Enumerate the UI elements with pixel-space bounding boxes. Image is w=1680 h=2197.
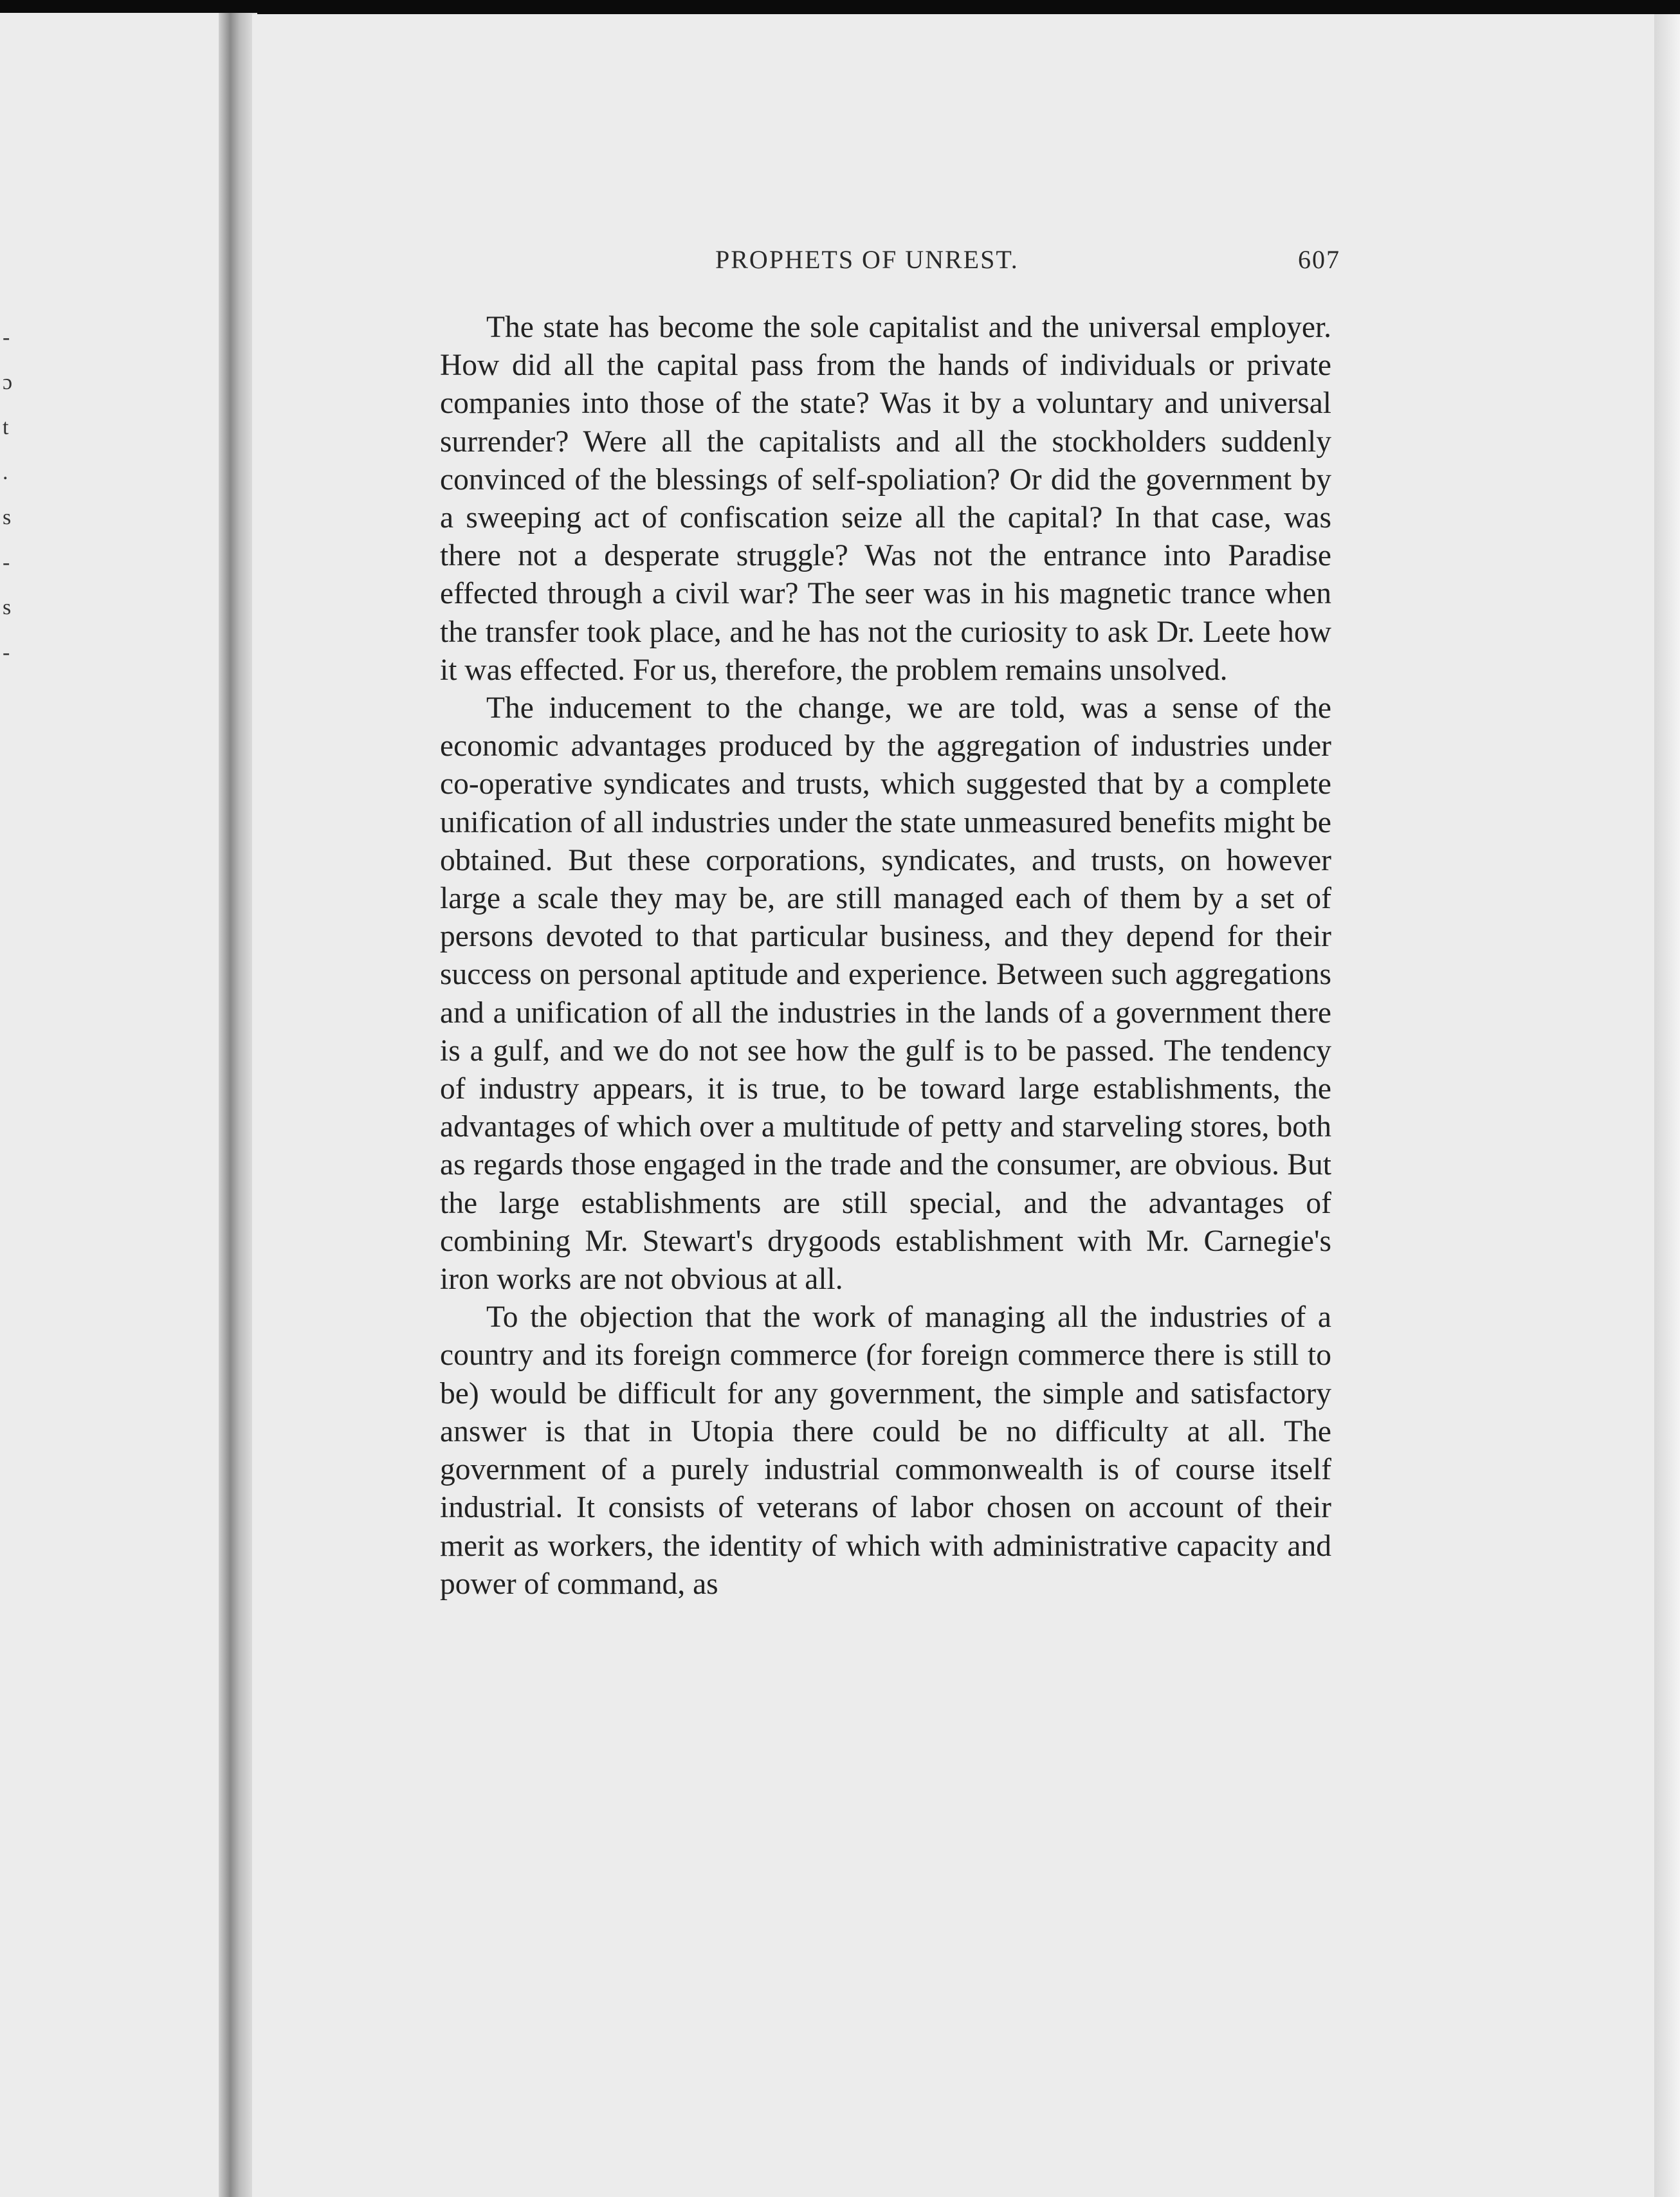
page-edge [1654, 14, 1680, 2197]
page-body [440, 309, 1331, 1603]
left-page-text-fragments [3, 315, 28, 675]
left-fragment: . [3, 460, 8, 484]
left-fragment: - [3, 551, 10, 574]
running-head: PROPHETS OF UNREST. [715, 245, 1019, 274]
book-gutter [219, 13, 257, 2197]
paragraph: To the objection that the work of managing all the industries of a country and its foreign commerce (for foreign commerce there is still to be) would be difficult for any government, the simple and satisfactory answer is that in Utopia there could be no difficulty at all. The government of a purely industrial commonwealth is of course itself industrial. It consists of veterans of labor chosen on account of their merit as workers, the identity of which with administrative capacity and power of command, as [440, 1300, 1331, 1601]
left-fragment: - [3, 325, 10, 349]
page-header [440, 244, 1340, 283]
left-fragment: ɔ [3, 370, 13, 394]
paragraph: The inducement to the change, we are told, was a sense of the economic advantages produced by the aggregation of industries under co-operative syndicates and trusts, which suggested that by a complete unification of all industries under the state unmeasured benefits might be obtained. But these corporations, syndicates, and trusts, on however large a scale they may be, are still managed each of them by a set of persons devoted to that particular business, and they depend for their success on personal aptitude and experience. Between such aggregations and a unification of all the industries in the lands of a government there is a gulf, and we do not see how the gulf is to be passed. The tendency of industry appears, it is true, to be toward large establishments, the advantages of which over a multitude of petty and starveling stores, both as regards those engaged in the trade and the consumer, are obvious. But the large establishments are still special, and the advantages of combining Mr. Stewart's drygoods establishment with Mr. Carnegie's iron works are not obvious at all. [440, 691, 1331, 1297]
paragraph: The state has become the sole capitalist and the universal employer. How did all the capital pass from the hands of individuals or private companies into those of the state? Was it by a voluntary and universal surrender? Were all the capitalists and all the stockholders suddenly convinced of the blessings of self-spoliation? Or did the government by a sweeping act of confiscation seize all the capital? In that case, was there not a desperate struggle? Was not the entrance into Paradise effected through a civil war? The seer was in his magnetic trance when the transfer took place, and he has not the curiosity to ask Dr. Leete how it was effected. For us, therefore, the problem remains unsolved. [440, 311, 1331, 687]
left-page [0, 13, 232, 2197]
left-fragment: t [3, 415, 9, 439]
page-number: 607 [1298, 245, 1340, 274]
left-fragment: s [3, 506, 12, 529]
left-fragment: - [3, 641, 10, 664]
left-fragment: s [3, 596, 12, 619]
